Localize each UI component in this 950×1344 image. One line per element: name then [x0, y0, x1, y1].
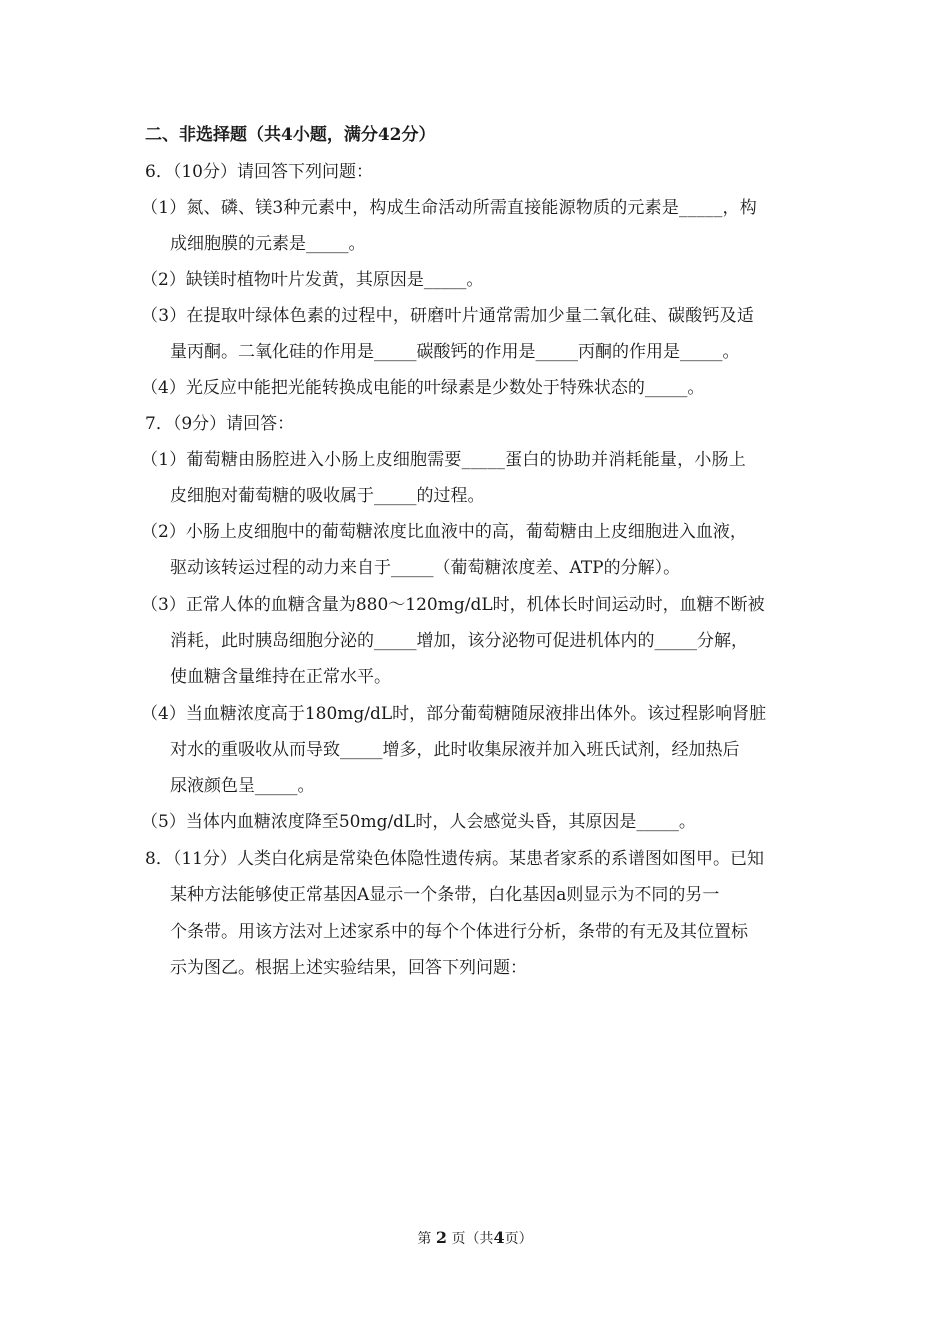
q6-part4: （4）光反应中能把光能转换成电能的叶绿素是少数处于特殊状态的_____。	[141, 378, 705, 398]
q7-part1-line1: （1）葡萄糖由肠腔进入小肠上皮细胞需要_____蛋白的协助并消耗能量，小肠上	[141, 450, 746, 470]
footer-middle: 页（共	[451, 1231, 494, 1247]
q7-part4-line1: （4）当血糖浓度高于180mg/dL时，部分葡萄糖随尿液排出体外。该过程影响肾脏	[141, 704, 767, 724]
q6-part1-line2: 成细胞膜的元素是_____。	[170, 234, 366, 254]
q6-part3-line2: 量丙酮。二氧化硅的作用是_____碳酸钙的作用是_____丙酮的作用是_____。	[170, 342, 740, 362]
q6-part1-line1: （1）氮、磷、镁3种元素中，构成生命活动所需直接能源物质的元素是_____，构	[141, 198, 757, 218]
section-title: 二、非选择题（共4小题，满分42分）	[145, 125, 436, 145]
total-page-count: 4	[493, 1228, 505, 1247]
page-footer	[0, 1228, 950, 1249]
q7-part5: （5）当体内血糖浓度降至50mg/dL时，人会感觉头昏，其原因是_____。	[141, 812, 696, 832]
footer-prefix: 第	[417, 1231, 432, 1247]
q7-heading: 7．（9分）请回答：	[145, 414, 295, 434]
q7-part3-line2: 消耗，此时胰岛细胞分泌的_____增加，该分泌物可促进机体内的_____分解，	[170, 631, 748, 651]
q6-part3-line1: （3）在提取叶绿体色素的过程中，研磨叶片通常需加少量二氧化硅、碳酸钙及适	[141, 306, 755, 326]
q7-part4-line2: 对水的重吸收从而导致_____增多，此时收集尿液并加入班氏试剂，经加热后	[170, 740, 740, 760]
q8-line4: 示为图乙。根据上述实验结果，回答下列问题：	[170, 958, 527, 978]
current-page-number: 2	[435, 1228, 447, 1247]
q6-part2: （2）缺镁时植物叶片发黄，其原因是_____。	[141, 270, 484, 290]
q7-part3-line1: （3）正常人体的血糖含量为880～120mg/dL时，机体长时间运动时，血糖不断被	[141, 595, 765, 615]
footer-suffix: 页）	[504, 1231, 533, 1247]
q7-part3-line3: 使血糖含量维持在正常水平。	[170, 667, 391, 687]
q7-part1-line2: 皮细胞对葡萄糖的吸收属于_____的过程。	[170, 486, 485, 506]
q8-line2: 某种方法能够使正常基因A显示一个条带，白化基因a则显示为不同的另一	[170, 885, 720, 905]
q8-line3: 个条带。用该方法对上述家系中的每个个体进行分析，条带的有无及其位置标	[170, 922, 748, 942]
q6-heading: 6．（10分）请回答下列问题：	[145, 162, 373, 182]
q7-part2-line2: 驱动该转运过程的动力来自于_____（葡萄糖浓度差、ATP的分解）。	[170, 558, 681, 578]
q7-part4-line3: 尿液颜色呈_____。	[170, 776, 315, 796]
q8-line1: 8．（11分）人类白化病是常染色体隐性遗传病。某患者家系的系谱图如图甲。已知	[145, 849, 764, 869]
q7-part2-line1: （2）小肠上皮细胞中的葡萄糖浓度比血液中的高，葡萄糖由上皮细胞进入血液，	[141, 522, 747, 542]
